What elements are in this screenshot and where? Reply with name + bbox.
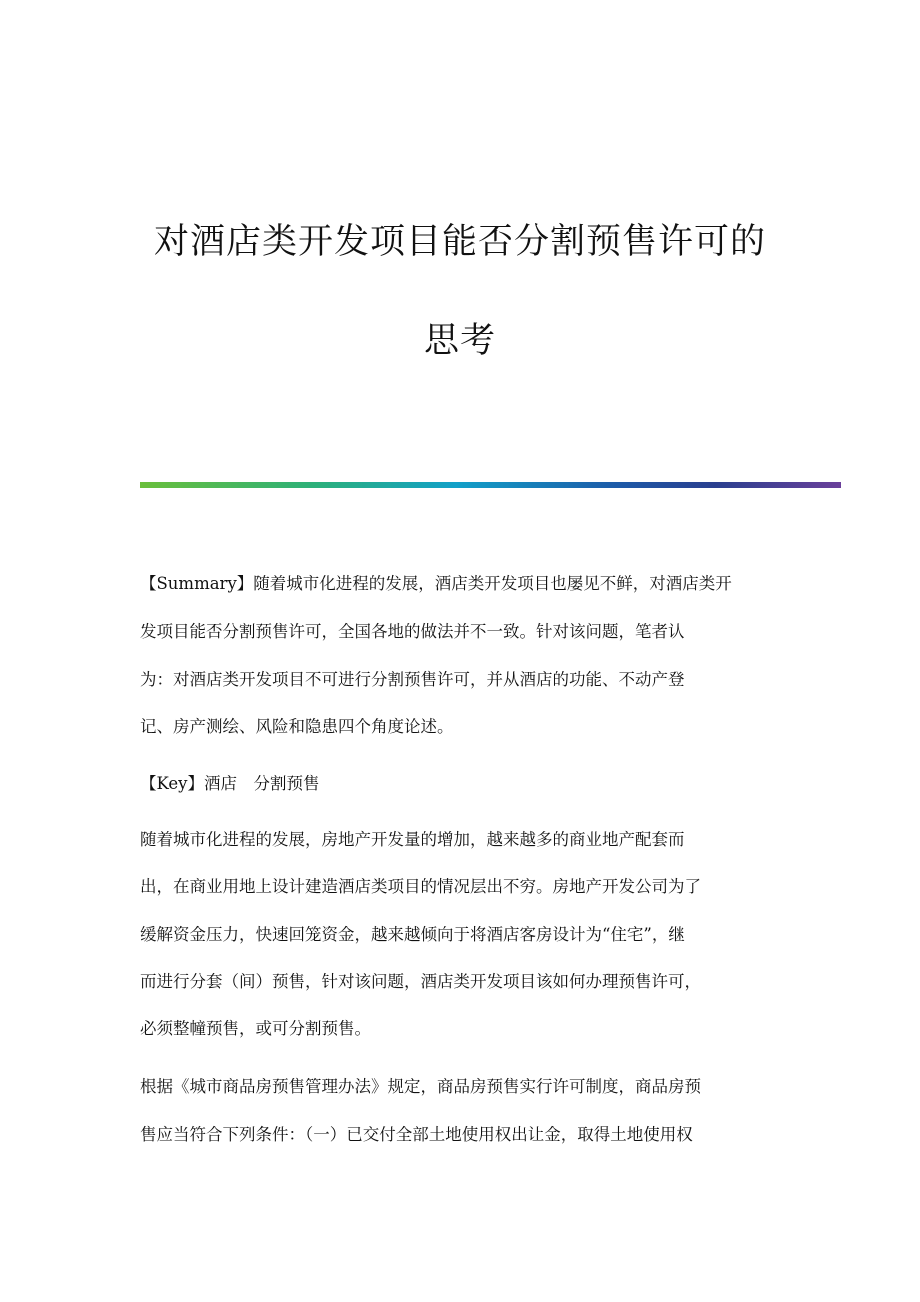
summary-line-4: 记、房产测绘、风险和隐患四个角度论述。 — [140, 717, 454, 736]
paragraph-1-line-5: 必须整幢预售，或可分割预售。 — [140, 1019, 371, 1038]
paragraph-1-line-3: 缓解资金压力，快速回笼资金，越来越倾向于将酒店客房设计为“住宅”，继 — [140, 925, 685, 944]
document-title-line-2: 思考 — [423, 321, 496, 361]
summary-line-1: 【Summary】随着城市化进程的发展，酒店类开发项目也屡见不鲜，对酒店类开 — [140, 574, 732, 593]
paragraph-1-line-2: 出，在商业用地上设计建造酒店类项目的情况层出不穷。房地产开发公司为了 — [140, 877, 701, 896]
document-title-line-1: 对酒店类开发项目能否分割预售许可的 — [153, 222, 766, 262]
gradient-divider — [140, 482, 841, 488]
paragraph-1-line-4: 而进行分套（间）预售，针对该问题，酒店类开发项目该如何办理预售许可， — [140, 972, 701, 991]
paragraph-1-line-1: 随着城市化进程的发展，房地产开发量的增加，越来越多的商业地产配套而 — [140, 830, 685, 849]
summary-line-2: 发项目能否分割预售许可，全国各地的做法并不一致。针对该问题，笔者认 — [140, 622, 685, 641]
summary-line-3: 为：对酒店类开发项目不可进行分割预售许可，并从酒店的功能、不动产登 — [140, 670, 685, 689]
keywords-line: 【Key】酒店 分割预售 — [140, 774, 320, 793]
paragraph-2-line-1: 根据《城市商品房预售管理办法》规定，商品房预售实行许可制度，商品房预 — [140, 1077, 701, 1096]
paragraph-2-line-2: 售应当符合下列条件：（一）已交付全部土地使用权出让金，取得土地使用权 — [140, 1125, 693, 1144]
